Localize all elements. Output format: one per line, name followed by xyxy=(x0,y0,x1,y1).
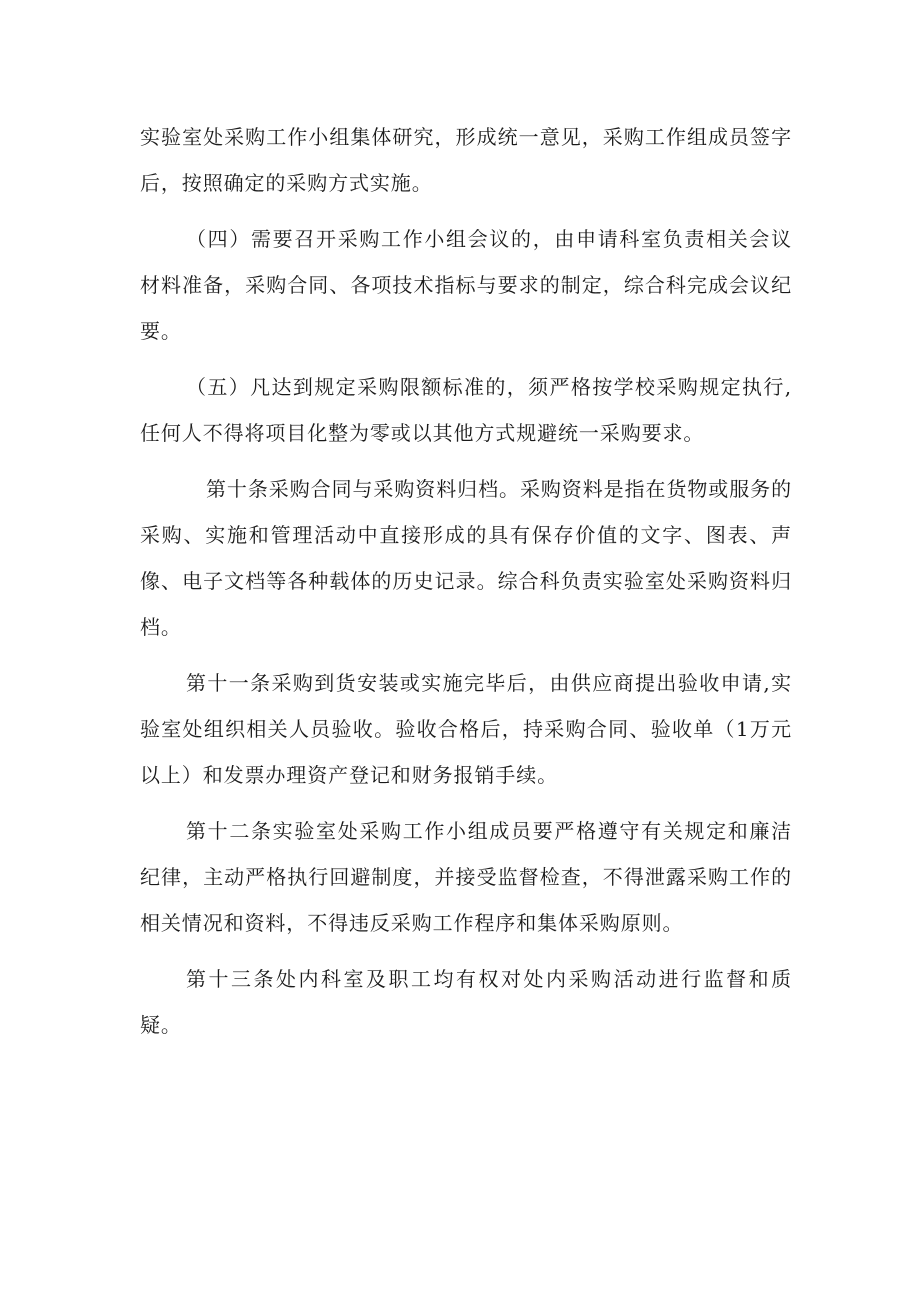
paragraph-article-10: 第十条采购合同与采购资料归档。采购资料是指在货物或服务的采购、实施和管理活动中直接形成的具有保存价值的文字、图表、声像、电子文档等各种载体的历史记录。综合科负责实验室处采购资料归档。 xyxy=(140,477,792,639)
document-body xyxy=(140,114,792,1058)
paragraph-item-5: （五）凡达到规定采购限额标准的，须严格按学校采购规定执行,任何人不得将项目化整为零或以其他方式规避统一采购要求。 xyxy=(140,375,792,445)
paragraph-article-13: 第十三条处内科室及职工均有权对处内采购活动进行监督和质疑。 xyxy=(140,967,792,1037)
paragraph-article-11: 第十一条采购到货安装或实施完毕后，由供应商提出验收申请,实验室处组织相关人员验收。验收合格后，持采购合同、验收单（1万元以上）和发票办理资产登记和财务报销手续。 xyxy=(140,671,792,787)
paragraph-continuation: 实验室处采购工作小组集体研究，形成统一意见，采购工作组成员签字后，按照确定的采购方式实施。 xyxy=(140,125,792,195)
paragraph-item-4: （四）需要召开采购工作小组会议的，由申请科室负责相关会议材料准备，采购合同、各项技术指标与要求的制定，综合科完成会议纪要。 xyxy=(140,227,792,343)
paragraph-article-12: 第十二条实验室处采购工作小组成员要严格遵守有关规定和廉洁纪律，主动严格执行回避制度，并接受监督检查，不得泄露采购工作的相关情况和资料，不得违反采购工作程序和集体采购原则。 xyxy=(140,819,792,935)
